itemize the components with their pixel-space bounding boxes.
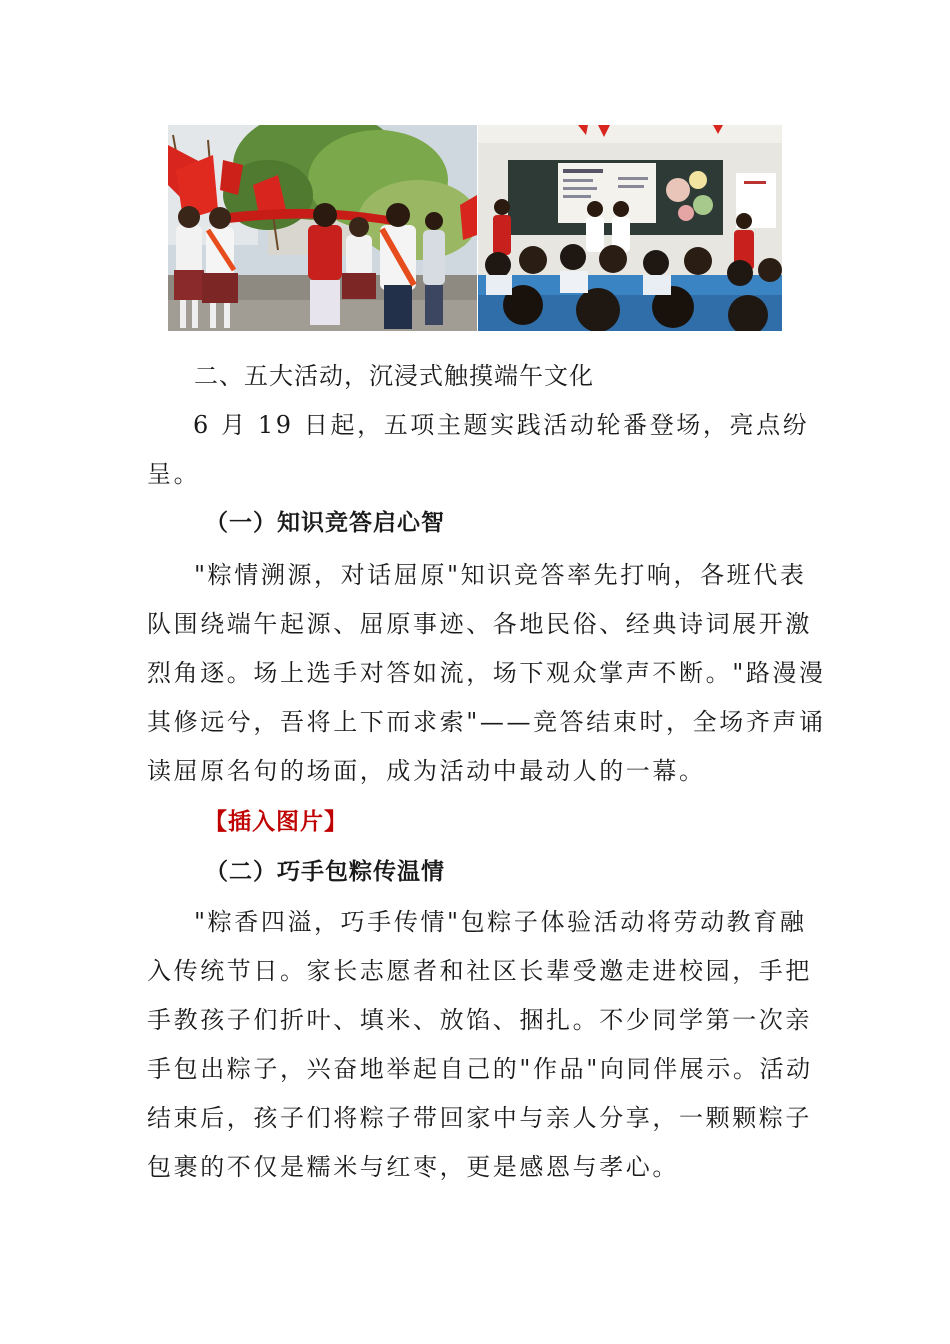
zongzi-paragraph-line: 入传统节日。家长志愿者和社区长辈受邀走进校园，手把 — [147, 957, 812, 985]
photo-row — [168, 125, 782, 331]
intro-line-1: 6 月 19 日起，五项主题实践活动轮番登场，亮点纷 — [193, 411, 810, 439]
zongzi-paragraph-line: 结束后，孩子们将粽子带回家中与亲人分享，一颗颗粽子 — [147, 1104, 812, 1132]
zongzi-paragraph-line: 手包出粽子，兴奋地举起自己的"作品"向同伴展示。活动 — [147, 1055, 813, 1083]
quiz-paragraph-line: 其修远兮，吾将上下而求索"——竞答结束时，全场齐声诵 — [147, 708, 826, 736]
zongzi-paragraph-line: 包裹的不仅是糯米与红枣，更是感恩与孝心。 — [147, 1153, 679, 1181]
section-heading: 二、五大活动，沉浸式触摸端午文化 — [194, 362, 594, 390]
subsection-heading-zongzi: （二）巧手包粽传温情 — [205, 859, 445, 885]
subsection-heading-quiz: （一）知识竞答启心智 — [205, 510, 445, 536]
intro-line-2: 呈。 — [147, 460, 201, 488]
insert-image-placeholder: 【插入图片】 — [204, 809, 348, 835]
flag-parade-image — [168, 125, 477, 331]
zongzi-paragraph-line: "粽香四溢，巧手传情"包粽子体验活动将劳动教育融 — [194, 908, 807, 936]
classroom-quiz-image — [478, 125, 782, 331]
quiz-paragraph-line: 烈角逐。场上选手对答如流，场下观众掌声不断。"路漫漫 — [147, 659, 826, 687]
quiz-paragraph-line: 队围绕端午起源、屈原事迹、各地民俗、经典诗词展开激 — [147, 610, 812, 638]
flag-parade-photo — [168, 125, 477, 331]
zongzi-paragraph-line: 手教孩子们折叶、填米、放馅、捆扎。不少同学第一次亲 — [147, 1006, 812, 1034]
classroom-quiz-photo — [478, 125, 782, 331]
quiz-paragraph-line: 读屈原名句的场面，成为活动中最动人的一幕。 — [147, 757, 706, 785]
quiz-paragraph-line: "粽情溯源，对话屈原"知识竞答率先打响，各班代表 — [194, 561, 807, 589]
